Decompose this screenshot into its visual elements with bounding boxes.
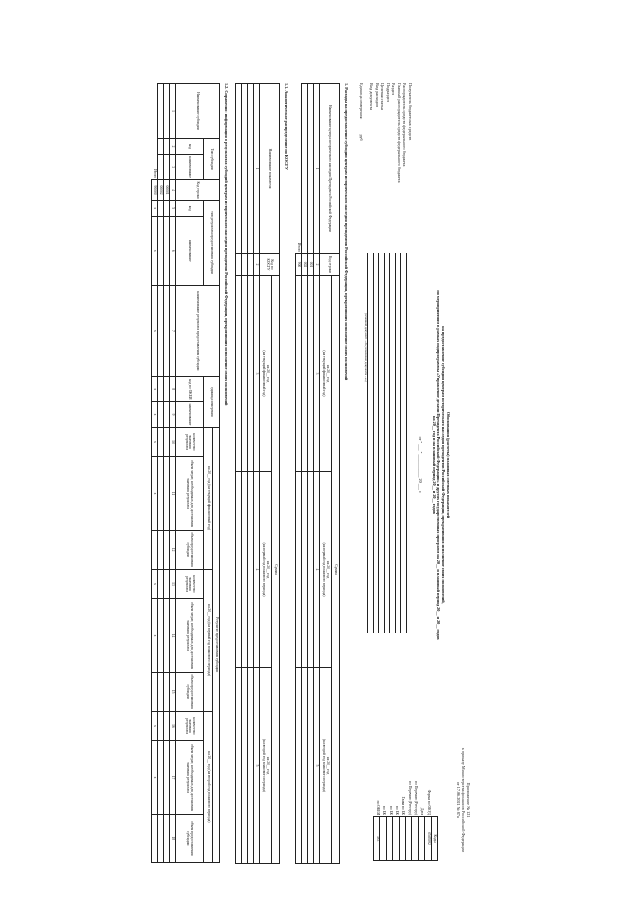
- x-mark: х: [152, 599, 158, 672]
- cell[interactable]: [248, 254, 254, 276]
- table-row: [158, 84, 164, 863]
- cell[interactable]: [248, 472, 254, 668]
- code-value: [386, 817, 392, 861]
- col-num: 3: [254, 276, 260, 472]
- recipient-row: [374, 83, 380, 723]
- col-num: 13: [170, 569, 176, 599]
- col-row-code: Код строки: [176, 180, 220, 201]
- row-code: 00001: [164, 180, 170, 201]
- col-num: 5: [254, 668, 260, 864]
- recipient-label: Главный распорядитель средств федерального бюджета: [397, 83, 402, 183]
- cell[interactable]: [242, 254, 248, 276]
- recipient-label: Вид документа: [369, 83, 375, 110]
- code-value: [412, 817, 418, 861]
- cell[interactable]: [158, 155, 164, 180]
- section11-table: [235, 83, 280, 864]
- col-year1: на 20__ год (на текущий финансовый год): [204, 427, 213, 569]
- cell[interactable]: [296, 472, 302, 668]
- x-mark: х: [152, 741, 158, 814]
- date-line: от " ___ " ___________ 20 ___ г.: [418, 436, 423, 494]
- col-num: 1: [170, 84, 176, 139]
- col-num: 3: [170, 155, 176, 180]
- cell[interactable]: [158, 530, 164, 569]
- cell[interactable]: [158, 84, 164, 139]
- col-num: 14: [170, 599, 176, 672]
- recipient-row: [396, 83, 402, 723]
- section1-title: 1. Расходы на предоставление субсидии центрам исторического наследия президентов Российской Федерации, прекративших исполнение своих полномочий: [344, 83, 349, 381]
- col-num: 2: [254, 254, 260, 276]
- total-label: Итого: [152, 84, 158, 180]
- cell[interactable]: [308, 668, 314, 864]
- heading-line3: по мероприятиям в рамках подпрограммы «Управление делами Президента Российской Федерации» и других государственных программ на 20__ и плановый период 20__ и 20__ годов: [436, 290, 442, 640]
- code-value: [399, 817, 405, 861]
- recipient-block: [357, 83, 412, 723]
- code-value: [406, 817, 412, 861]
- cell[interactable]: [248, 84, 254, 254]
- cell[interactable]: [302, 84, 308, 254]
- col-result-title: наименование результата предоставления субсидии: [176, 285, 220, 377]
- cell[interactable]: [296, 276, 302, 472]
- codes-header: Коды: [431, 817, 437, 861]
- cell[interactable]: [308, 276, 314, 472]
- col-num: 2: [170, 138, 176, 154]
- col-qty: количество значения результата: [176, 569, 204, 599]
- col-year1: на 20__ год (на текущий финансовый год): [260, 276, 272, 472]
- code-value: 383: [374, 817, 380, 861]
- x-mark: х: [152, 285, 158, 377]
- recipient-row: [407, 83, 413, 723]
- col-num: 5: [170, 200, 176, 216]
- recipient-label: Распорядитель средств федерального бюджета: [402, 83, 408, 167]
- col-num: 1: [314, 84, 320, 254]
- row-code: 001: [308, 254, 314, 276]
- col-num: 3: [314, 276, 320, 472]
- document-heading: [431, 205, 450, 725]
- col-num: 18: [170, 814, 176, 862]
- codes-table: [373, 765, 438, 861]
- cell[interactable]: [164, 569, 170, 599]
- total-row: [296, 84, 302, 864]
- col-num: 16: [170, 711, 176, 741]
- code-label: по Перечню (Реестру): [414, 781, 419, 816]
- row-code: 00002: [158, 180, 164, 201]
- code-value: [393, 817, 399, 861]
- cell[interactable]: [164, 402, 170, 427]
- cell[interactable]: [164, 377, 170, 402]
- col-year2: на 20__ год (на первый год планового периода): [260, 472, 272, 668]
- table-row: [302, 84, 308, 864]
- cell[interactable]: [164, 216, 170, 285]
- code-value: 0505592: [425, 817, 431, 861]
- document-page: [38, 75, 478, 875]
- cell[interactable]: [296, 668, 302, 864]
- section12-table: [151, 83, 220, 863]
- total-row: [152, 84, 158, 863]
- cell[interactable]: [152, 530, 158, 569]
- col-qty: количество значения результата: [176, 427, 204, 457]
- cell[interactable]: [248, 668, 254, 864]
- cell[interactable]: [158, 402, 164, 427]
- cell[interactable]: [236, 668, 242, 864]
- cell[interactable]: [242, 668, 248, 864]
- cell[interactable]: [164, 84, 170, 139]
- col-volume: объем предоставления субсидии: [176, 530, 204, 569]
- cell[interactable]: [302, 472, 308, 668]
- col-sum: Сумма: [332, 276, 340, 864]
- section12-title: 1.2. Справочно: информация о результатах субсидий центрам исторического наследия президентов Российской Федерации, прекративших исполнение своих полномочий: [224, 83, 229, 406]
- col-num: 2: [314, 254, 320, 276]
- cell[interactable]: [164, 530, 170, 569]
- appendix-title: Приложение № 121: [466, 782, 471, 818]
- x-mark: х: [152, 216, 158, 285]
- units-label: Единица измерения:: [359, 83, 364, 120]
- table-row: [164, 84, 170, 863]
- total-label: Итого: [296, 84, 302, 254]
- code-label: по БК: [388, 805, 393, 816]
- col-num: 1: [254, 84, 260, 254]
- cell[interactable]: [158, 216, 164, 285]
- x-mark: х: [152, 569, 158, 599]
- table-row: [242, 84, 248, 864]
- col-num: 4: [314, 472, 320, 668]
- cell[interactable]: [164, 200, 170, 216]
- code-label: по БК: [382, 805, 387, 816]
- code-label: Форма по ОКУД: [426, 789, 431, 816]
- x-mark: х: [152, 711, 158, 741]
- cell[interactable]: [302, 668, 308, 864]
- table-row: [248, 84, 254, 864]
- cell[interactable]: [248, 276, 254, 472]
- rotated-sheet: [38, 75, 478, 875]
- heading-line4: на 20__ год и на плановый период 20__ и 20__ годов: [431, 416, 437, 514]
- cell[interactable]: [152, 814, 158, 862]
- section11-title: 1.1. Аналитическое распределение по КОСГУ: [284, 83, 289, 170]
- code-label: Глава по БК: [401, 796, 406, 816]
- units-value: руб: [359, 134, 364, 141]
- cell[interactable]: [164, 711, 170, 741]
- col-year1: на 20__ год (на текущий финансовый год): [320, 276, 332, 472]
- appendix-note: [456, 735, 470, 865]
- x-mark: х: [152, 377, 158, 402]
- doc-type-hint: (основной документ - «0»; изменение документа - «»): [364, 313, 368, 382]
- col-year3: на 20__ год (на второй год планового периода): [260, 668, 272, 864]
- code-value: [380, 817, 386, 861]
- cell[interactable]: [236, 254, 242, 276]
- cell[interactable]: [158, 138, 164, 154]
- col-results: Результат предоставления субсидии: [213, 427, 220, 862]
- col-type-name: наименование: [176, 155, 204, 180]
- recipient-row: [363, 83, 368, 723]
- cell[interactable]: [164, 285, 170, 377]
- cell[interactable]: [164, 138, 170, 154]
- code-label: по БК: [394, 805, 399, 816]
- section1-table: [295, 83, 340, 864]
- cell[interactable]: [158, 672, 164, 711]
- cell[interactable]: [158, 741, 164, 814]
- col-subsidy-type: Тип субсидии: [204, 138, 220, 179]
- col-indicator-name: Наименование показателя: [260, 84, 280, 254]
- cell[interactable]: [236, 276, 242, 472]
- cell[interactable]: [158, 569, 164, 599]
- recipient-label: Подраздел: [386, 83, 391, 102]
- recipient-row: [390, 83, 396, 723]
- recipient-label: Раздел: [391, 83, 397, 95]
- col-sum: Сумма: [272, 276, 280, 864]
- col-num: 15: [170, 672, 176, 711]
- cell[interactable]: [302, 276, 308, 472]
- col-num: 4: [170, 180, 176, 201]
- cell[interactable]: [308, 472, 314, 668]
- col-num: 11: [170, 457, 176, 530]
- cell[interactable]: [164, 672, 170, 711]
- cell[interactable]: [164, 814, 170, 862]
- col-result-name: наименование: [176, 216, 204, 285]
- cell[interactable]: [164, 427, 170, 457]
- col-num: 6: [170, 216, 176, 285]
- col-unit-code: код по ОКЕИ: [176, 377, 204, 402]
- table-row: [308, 84, 314, 864]
- code-label: по Перечню (Реестру): [407, 781, 412, 816]
- col-row-code: Код строки: [320, 254, 340, 276]
- col-year3: на 20__ год (на второй год планового периода): [320, 668, 332, 864]
- col-unit-name: наименование: [176, 402, 204, 427]
- code-label: по ОКЕИ: [375, 800, 380, 816]
- col-type-code: код: [176, 138, 204, 154]
- recipient-label: Получатель бюджетных средств: [408, 83, 413, 141]
- total-code: 90000: [152, 180, 158, 201]
- col-year2: на 20__ год (на первый год планового периода): [204, 569, 213, 711]
- cell[interactable]: [236, 472, 242, 668]
- x-mark: х: [152, 427, 158, 457]
- col-year3: на 20__ год (на второй год планового периода): [204, 711, 213, 862]
- col-result-code: код: [176, 200, 204, 216]
- cell[interactable]: [158, 599, 164, 672]
- col-kosgu-code: Код по КОСГУ: [260, 254, 280, 276]
- col-amount: объем затрат, необходимых для достижения значения результата: [176, 599, 204, 672]
- table-row: [236, 84, 242, 864]
- col-num: 5: [314, 668, 320, 864]
- col-num: 17: [170, 741, 176, 814]
- recipient-label: Вид расходов: [375, 83, 380, 108]
- cell[interactable]: [164, 457, 170, 530]
- heading-line1: Обоснования (расчеты) плановых сметных показателей: [446, 411, 451, 519]
- cell[interactable]: [242, 472, 248, 668]
- recipient-row: [368, 83, 374, 723]
- x-mark: х: [152, 200, 158, 216]
- units-row: [357, 83, 363, 723]
- row-code: 002: [302, 254, 308, 276]
- heading-line2: на предоставление субсидии центрам исторического наследия президентов Российской Федерации, прекративших исполнение своих полномочий,: [441, 326, 447, 604]
- col-center-name: Наименование центра исторического наследия Президента Российской Федерации: [320, 84, 340, 254]
- cell[interactable]: [158, 457, 164, 530]
- cell[interactable]: [308, 84, 314, 254]
- col-qty: количество значения результата: [176, 711, 204, 741]
- cell[interactable]: [164, 741, 170, 814]
- col-year2: на 20__ год (на первый год планового периода): [320, 472, 332, 668]
- cell[interactable]: [158, 285, 164, 377]
- x-mark: х: [152, 402, 158, 427]
- cell[interactable]: [158, 200, 164, 216]
- col-amount: объем затрат, необходимых для достижения значения результата: [176, 741, 204, 814]
- col-amount: объем затрат, необходимых для достижения значения результата: [176, 457, 204, 530]
- col-volume: объем предоставления субсидии: [176, 814, 204, 862]
- code-label: Дата: [420, 807, 425, 816]
- col-num: 9: [170, 402, 176, 427]
- cell[interactable]: [158, 711, 164, 741]
- col-num: 12: [170, 530, 176, 569]
- col-subsidy-name: Наименование субсидии: [176, 84, 220, 139]
- cell[interactable]: [242, 276, 248, 472]
- cell[interactable]: [158, 377, 164, 402]
- appendix-date: от 17.06.2021 № 87н: [456, 781, 462, 819]
- col-result-type: тип результата предоставления субсидии: [204, 200, 220, 285]
- col-num: 7: [170, 285, 176, 377]
- code-value: [418, 817, 424, 861]
- recipient-row: [385, 83, 391, 723]
- cell[interactable]: [158, 814, 164, 862]
- appendix-subtitle: к приказу Министерства финансов Российской Федерации: [461, 747, 467, 853]
- total-code: 900: [296, 254, 302, 276]
- col-num: 4: [254, 472, 260, 668]
- col-num: 8: [170, 377, 176, 402]
- recipient-label: Целевая статья: [380, 83, 386, 110]
- col-num: 10: [170, 427, 176, 457]
- col-volume: объем предоставления субсидии: [176, 672, 204, 711]
- cell[interactable]: [164, 155, 170, 180]
- cell[interactable]: [164, 599, 170, 672]
- cell[interactable]: [152, 672, 158, 711]
- col-nums-row: [170, 84, 176, 863]
- cell[interactable]: [236, 84, 242, 254]
- x-mark: х: [152, 457, 158, 530]
- recipient-row: [379, 83, 385, 723]
- cell[interactable]: [158, 427, 164, 457]
- col-unit: единица измерения: [204, 377, 220, 427]
- cell[interactable]: [242, 84, 248, 254]
